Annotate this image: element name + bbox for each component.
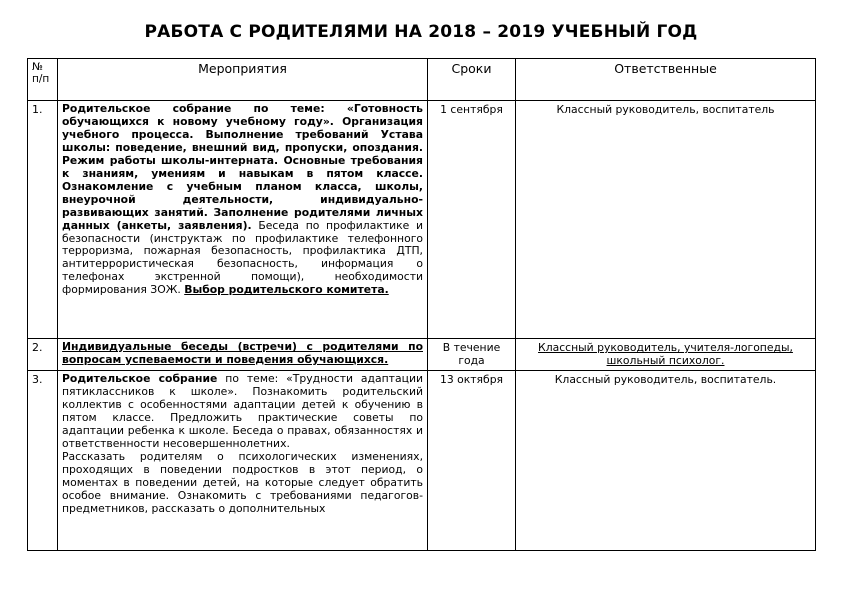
row-number: 2. bbox=[28, 339, 58, 371]
table-header bbox=[28, 59, 816, 101]
col-header-events: Мероприятия bbox=[58, 59, 428, 101]
event-cell bbox=[58, 339, 428, 371]
responsible-cell bbox=[516, 339, 816, 371]
table-row bbox=[28, 370, 816, 550]
table-row bbox=[28, 339, 816, 371]
event-paragraph: Рассказать родителям о психологических изменениях, проходящих в поведении подростков в этот период, о моментах в поведении детей, на которые следует обратить особое внимание. Ознакомить с требованиями педагогов-предметников, рассказать о дополнительных bbox=[62, 449, 423, 515]
date-cell: 13 октября bbox=[428, 370, 516, 550]
page-title: РАБОТА С РОДИТЕЛЯМИ НА 2018 – 2019 УЧЕБНЫЙ ГОД bbox=[144, 22, 698, 42]
event-text-normal: по теме: «Трудности адаптации пятиклассников к школе». Познакомить родительский коллектив с особенностями адаптации детей к обучению в пятом классе. Предложить практические советы по адаптации ребенка к школе. Беседа о правах, обязанностях и ответственности несовершеннолетних. bbox=[62, 371, 423, 450]
date-cell: В течение года bbox=[428, 339, 516, 371]
schedule-table bbox=[27, 58, 816, 551]
table-row bbox=[28, 101, 816, 339]
responsible-cell: Классный руководитель, воспитатель. bbox=[516, 370, 816, 550]
event-paragraph bbox=[62, 373, 423, 451]
event-text-bold: Родительское собрание bbox=[62, 371, 218, 385]
event-text-underlined: Индивидуальные беседы (встречи) с родителями по вопросам успеваемости и поведения обучающихся. bbox=[62, 340, 423, 366]
date-cell: 1 сентября bbox=[428, 101, 516, 339]
row-number: 3. bbox=[28, 370, 58, 550]
event-cell bbox=[58, 101, 428, 339]
col-header-responsible: Ответственные bbox=[516, 59, 816, 101]
col-header-dates: Сроки bbox=[428, 59, 516, 101]
event-text-normal: Беседа по профилактике и безопасности (инструктаж по профилактике телефонного терроризма, пожарная безопасность, профилактика ДТП, антитеррористическая безопасность, информация о телефонах экстренной помощи), необходимости формирования ЗОЖ. bbox=[62, 218, 423, 297]
header-row bbox=[28, 59, 816, 101]
event-text-bold: Родительское собрание по теме: «Готовность обучающихся к новому учебному году». Организация учебного процесса. Выполнение требований Устава школы: поведение, внешний вид, пропуски, опоздания. Режим работы школы-интерната. Основные требования к знаниям, умениям и навыкам в пятом классе. Ознакомление с учебным планом класса, школы, внеурочной деятельности, индивидуально-развивающих занятий. Заполнение родителями личных данных (анкеты, заявления). bbox=[62, 102, 423, 232]
row-number: 1. bbox=[28, 101, 58, 339]
event-cell bbox=[58, 370, 428, 550]
event-text-underlined: Выбор родительского комитета. bbox=[184, 283, 389, 297]
responsible-cell: Классный руководитель, воспитатель bbox=[516, 101, 816, 339]
col-header-num: № п/п bbox=[28, 59, 58, 101]
responsible-text-underlined: Классный руководитель, учителя-логопеды, школьный психолог. bbox=[538, 341, 793, 368]
